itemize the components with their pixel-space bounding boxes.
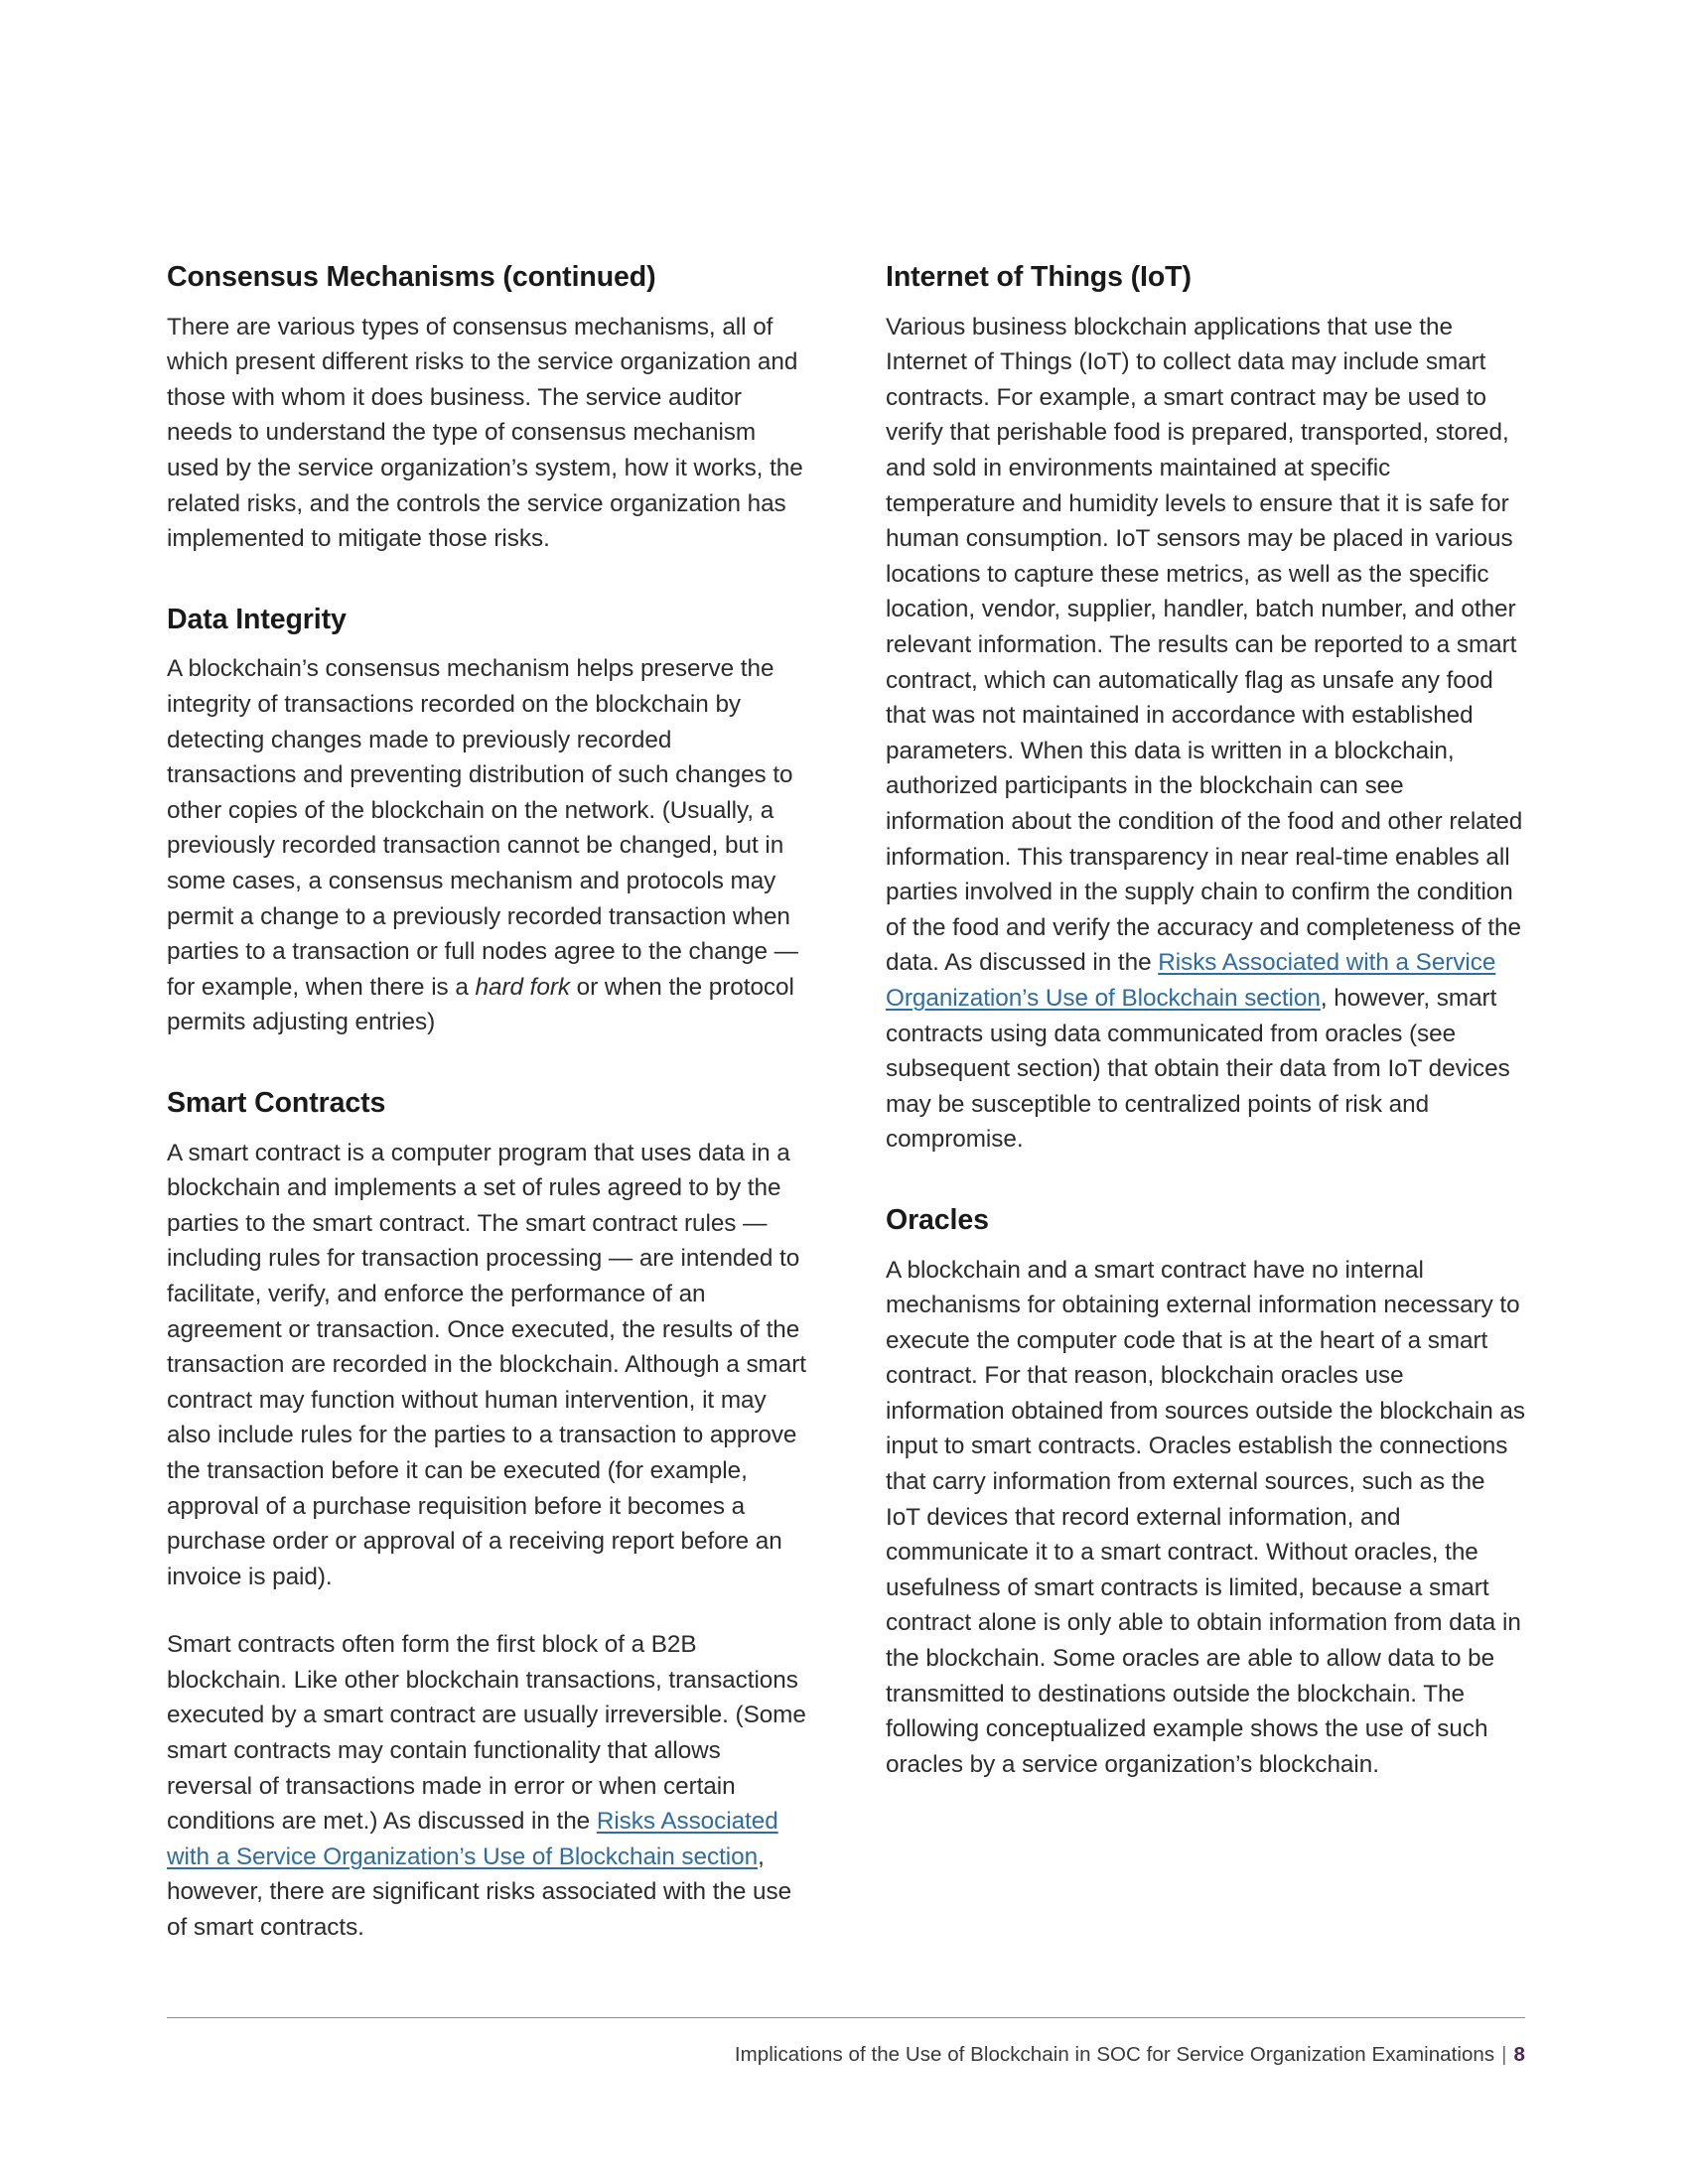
- paragraph-smart-contracts-2-tail: , however, there are significant risks associated with the use of smart contracts.: [167, 1843, 792, 1942]
- page-footer: [167, 2017, 1525, 2068]
- italic-phrase-hard-fork: hard fork: [475, 973, 570, 1001]
- paragraph-smart-contracts-2-lead: Smart contracts often form the first block of a B2B blockchain. Like other blockchain transactions, transactions executed by a smart contract are usually irreversible. (Some smart contracts may contain functionality that allows reversal of transactions made in error or when certain conditions are met.) As discussed in the: [167, 1631, 806, 1836]
- paragraph-data-integrity-lead: A blockchain’s consensus mechanism helps preserve the integrity of transactions recorded on the blockchain by detecting changes made to previously recorded transactions and preventing distribution of such changes to other copies of the blockchain on the network. (Usually, a previously recorded transaction cannot be changed, but in some cases, a consensus mechanism and protocols may permit a change to a previously recorded transaction when parties to a transaction or full nodes agree to the change — for example, when there is a: [167, 655, 798, 1001]
- right-column: [886, 260, 1525, 1782]
- heading-data-integrity: Data Integrity: [167, 603, 347, 635]
- paragraph-internet-of-things-tail: , however, smart contracts using data communicated from oracles (see subsequent section) that obtain their data from IoT devices may be susceptible to centralized points of risk and compromise.: [886, 984, 1510, 1154]
- paragraph-internet-of-things: [886, 310, 1525, 1158]
- heading-internet-of-things: Internet of Things (IoT): [886, 261, 1192, 293]
- paragraph-internet-of-things-lead: Various business blockchain applications that use the Internet of Things (IoT) to collect data may include smart contracts. For example, a smart contract may be used to verify that perishable food is prepared, transported, stored, and sold in environments maintained at specific temperature and humidity levels to ensure that it is safe for human consumption. IoT sensors may be placed in various locations to capture these metrics, as well as the specific location, vendor, supplier, handler, batch number, and other relevant information. The results can be reported to a smart contract, which can automatically flag as unsafe any food that was not maintained in accordance with established parameters. When this data is written in a blockchain, authorized participants in the blockchain can see information about the condition of the food and other related information. This transparency in near real-time enables all parties involved in the supply chain to confirm the condition of the food and verify the accuracy and completeness of the data. As discussed in the: [886, 313, 1523, 977]
- paragraph-consensus-mechanisms: There are various types of consensus mechanisms, all of which present different risks to the service organization and those with whom it does business. The service auditor needs to understand the type of consensus mechanism used by the service organization’s system, how it works, the related risks, and the controls the service organization has implemented to mitigate those risks.: [167, 313, 803, 553]
- footer-page-number: 8: [1513, 2043, 1525, 2066]
- footer-content: [167, 2043, 1525, 2068]
- link-risks-associated-with-service-organization-use-of-blockchain-left[interactable]: Risks Associated with a Service Organization’s Use of Blockchain section: [167, 1808, 778, 1870]
- paragraph-smart-contracts-1: A smart contract is a computer program that uses data in a blockchain and implements a set of rules agreed to by the parties to the smart contract. The smart contract rules — including rules for transaction processing — are intended to facilitate, verify, and enforce the performance of an agreement or transaction. Once executed, the results of the transaction are recorded in the blockchain. Although a smart contract may function without human intervention, it may also include rules for the parties to a transaction to approve the transaction before it can be executed (for example, approval of a purchase requisition before it becomes a purchase order or approval of a receiving report before an invoice is paid).: [167, 1139, 806, 1590]
- heading-smart-contracts: Smart Contracts: [167, 1086, 386, 1119]
- heading-oracles: Oracles: [886, 1203, 989, 1236]
- footer-separator: |: [1501, 2043, 1507, 2066]
- paragraph-oracles: A blockchain and a smart contract have no internal mechanisms for obtaining external information necessary to execute the computer code that is at the heart of a smart contract. For that reason, blockchain oracles use information obtained from sources outside the blockchain as input to smart contracts. Oracles establish the connections that carry information from external sources, such as the IoT devices that record external information, and communicate it to a smart contract. Without oracles, the usefulness of smart contracts is limited, because a smart contract alone is only able to obtain information from data in the blockchain. Some oracles are able to allow data to be transmitted to destinations outside the blockchain. The following conceptualized example shows the use of such oracles by a service organization’s blockchain.: [886, 1256, 1525, 1778]
- footer-document-title: Implications of the Use of Blockchain in SOC for Service Organization Examinations: [734, 2043, 1495, 2066]
- paragraph-smart-contracts-2: [167, 1627, 806, 1945]
- paragraph-data-integrity-tail: or when the protocol permits adjusting entries): [167, 973, 794, 1036]
- link-risks-associated-with-service-organization-use-of-blockchain-right[interactable]: Risks Associated with a Service Organization’s Use of Blockchain section: [886, 949, 1496, 1012]
- heading-consensus-mechanisms-continued: Consensus Mechanisms (continued): [167, 261, 656, 293]
- left-column: [167, 260, 806, 1946]
- paragraph-data-integrity: [167, 651, 806, 1040]
- footer-divider: [167, 2017, 1525, 2018]
- two-column-content: [167, 260, 1525, 1946]
